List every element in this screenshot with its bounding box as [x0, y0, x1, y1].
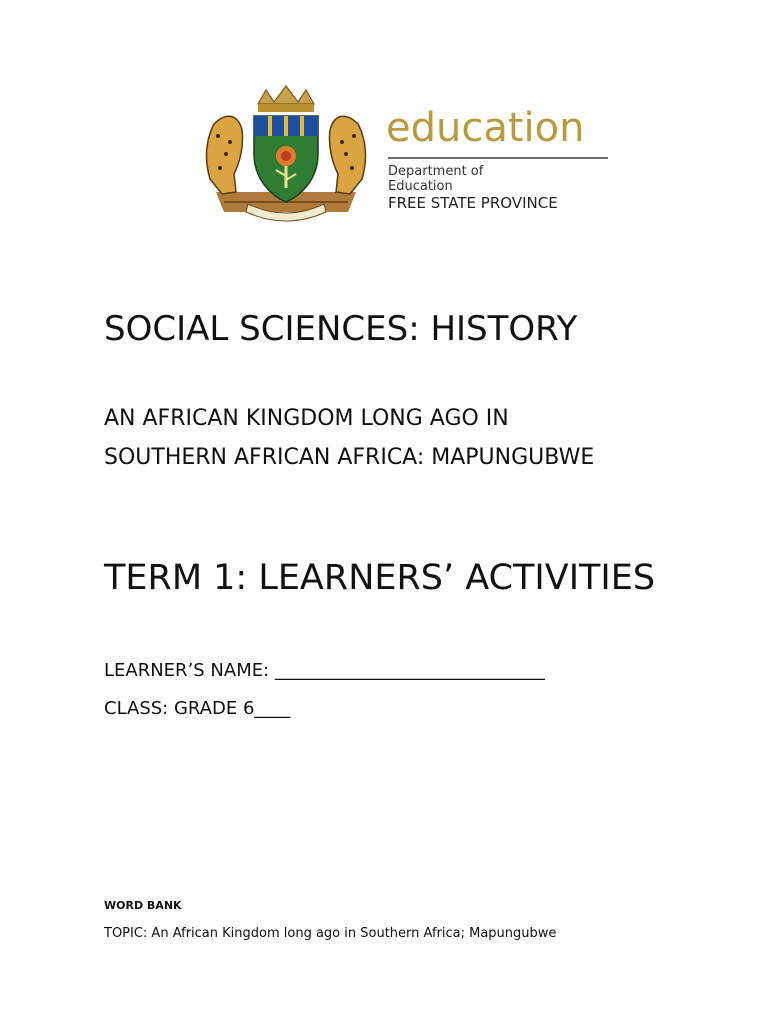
term-heading: TERM 1: LEARNERS’ ACTIVITIES: [104, 558, 656, 598]
logo-dept-line-2: Education: [388, 179, 453, 194]
class-field: CLASS: GRADE 6____: [104, 698, 291, 719]
topic-heading: [104, 399, 594, 477]
word-bank-heading: WORD BANK: [104, 899, 182, 912]
logo-wordmark: education: [386, 105, 585, 151]
topic-statement: TOPIC: An African Kingdom long ago in Southern Africa; Mapungubwe: [104, 926, 557, 941]
logo-dept-line-1: Department of: [388, 164, 484, 179]
subject-title: SOCIAL SCIENCES: HISTORY: [104, 309, 578, 349]
learner-name-field: LEARNER’S NAME: ______________________________: [104, 660, 545, 681]
logo-province: FREE STATE PROVINCE: [388, 194, 558, 212]
topic-heading-line-2: SOUTHERN AFRICAN AFRICA: MAPUNGUBWE: [104, 445, 595, 470]
coat-of-arms-icon: [196, 84, 376, 229]
department-logo: [196, 84, 616, 229]
logo-divider: [388, 157, 608, 159]
topic-heading-line-1: AN AFRICAN KINGDOM LONG AGO IN: [104, 406, 509, 431]
